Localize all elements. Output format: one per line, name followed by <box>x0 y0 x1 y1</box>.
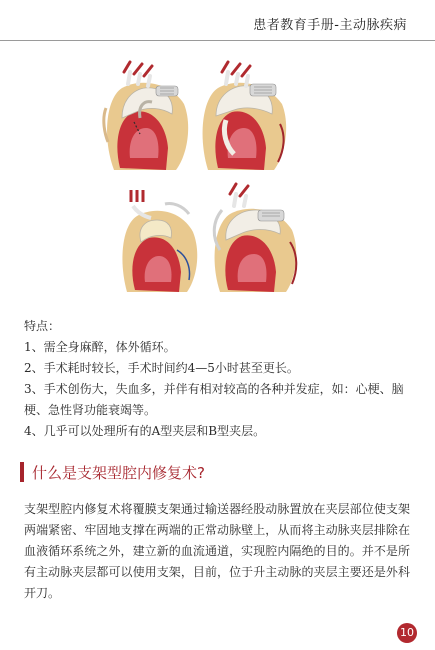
section-accent-bar <box>20 462 24 482</box>
feature-item: 2、手术耗时较长，手术时间约4—5小时甚至更长。 <box>24 361 299 375</box>
surgery-illustration-2 <box>196 58 290 170</box>
features-list <box>24 316 420 442</box>
feature-item: 4、几乎可以处理所有的A型夹层和B型夹层。 <box>24 424 266 438</box>
page-number-badge: 10 <box>397 623 417 643</box>
surgery-illustration-3 <box>117 180 203 292</box>
section-paragraph: 支架型腔内修复术将覆膜支架通过输送器经股动脉置放在夹层部位使支架两端紧密、牢固地支撑在两端的正常动脉壁上，从而将主动脉夹层排除在血液循环系统之外，建立新的血流通道，实现腔内隔绝的目的。并不是所有主动脉夹层都可以使用支架，目前，位于升主动脉的夹层主要还是外科开刀。 <box>24 502 410 600</box>
surgery-illustration-4 <box>208 180 302 292</box>
feature-item: 3、手术创伤大，失血多，并伴有相对较高的各种并发症，如：心梗、脑梗、急性肾功能衰竭等。 <box>24 382 404 417</box>
section-title: 什么是支架型腔内修复术? <box>32 464 205 482</box>
page-header <box>0 0 435 40</box>
surgery-illustration-1 <box>100 58 192 170</box>
features-heading: 特点： <box>24 319 61 333</box>
header-divider <box>0 40 435 41</box>
header-title: 患者教育手册-主动脉疾病 <box>253 18 407 33</box>
feature-item: 1、需全身麻醉，体外循环。 <box>24 340 176 354</box>
